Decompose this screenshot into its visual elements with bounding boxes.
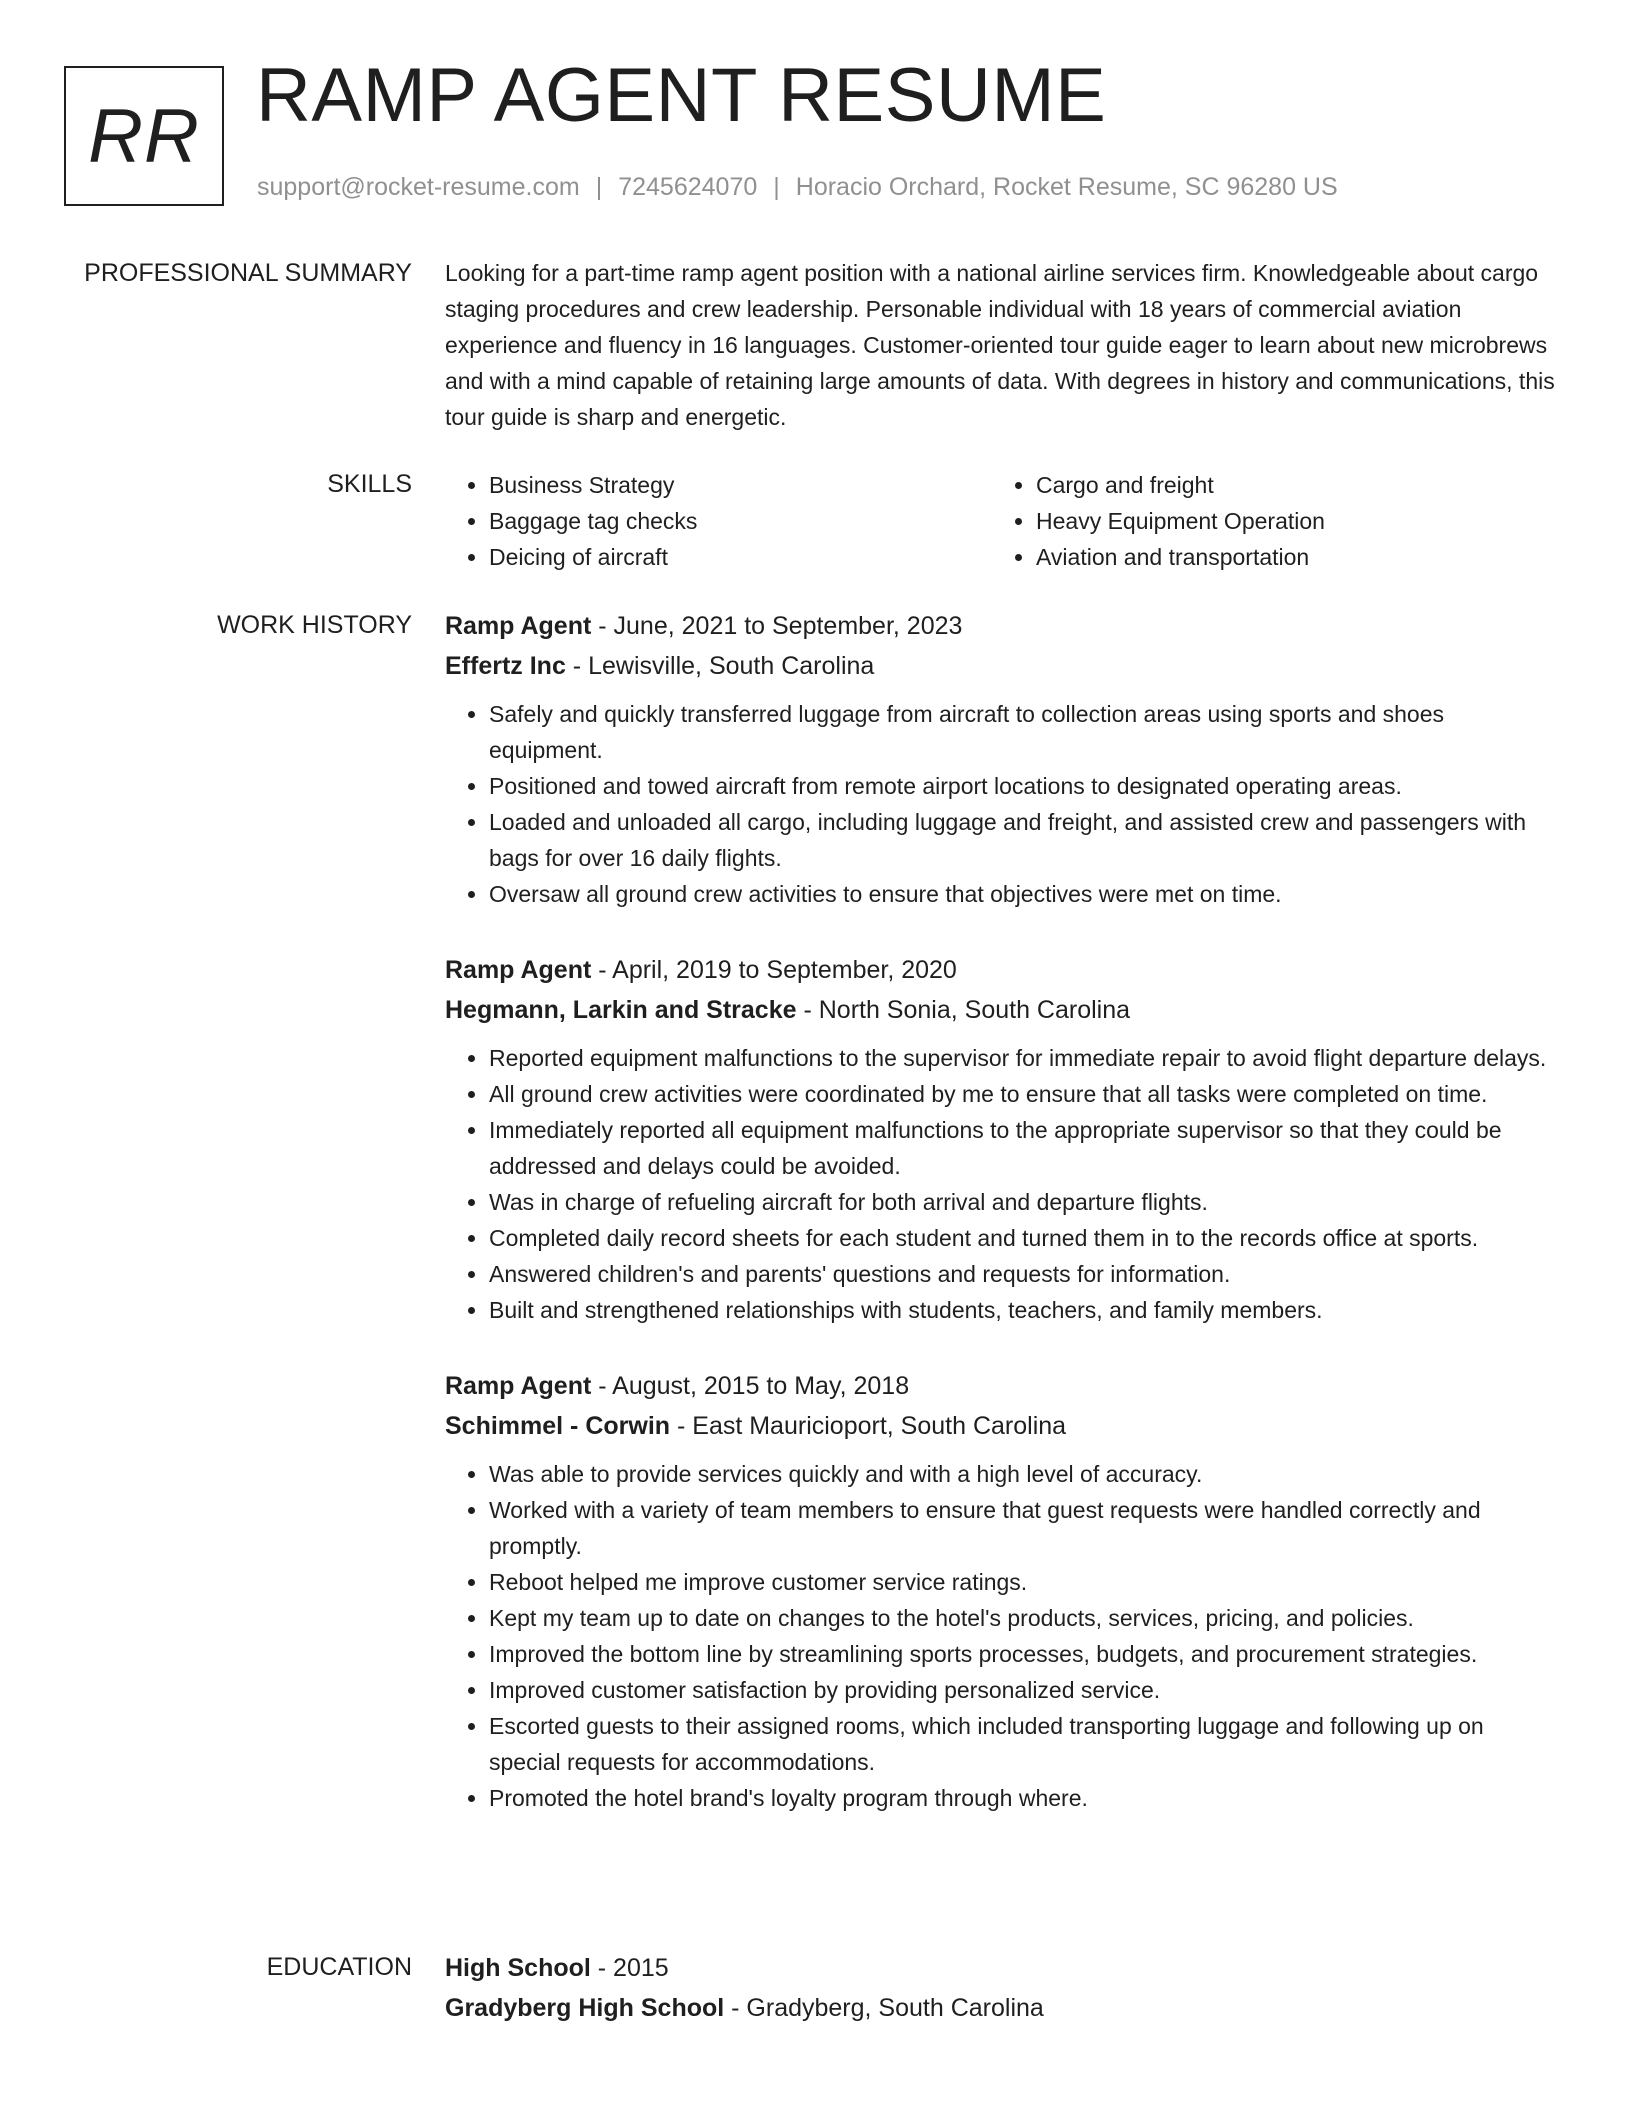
job-company: Hegmann, Larkin and Stracke <box>445 996 797 1024</box>
skill-item: • Aviation and transportation <box>1036 539 1539 575</box>
job-bullet: • All ground crew activities were coordinated by me to ensure that all tasks were completed on time. <box>489 1076 1560 1112</box>
job-bullet: • Kept my team up to date on changes to the hotel's products, services, pricing, and policies. <box>489 1600 1560 1636</box>
job-bullet: • Was able to provide services quickly and with a high level of accuracy. <box>489 1456 1560 1492</box>
job-bullet: • Oversaw all ground crew activities to ensure that objectives were met on time. <box>489 876 1560 912</box>
skill-item: • Deicing of aircraft <box>489 539 992 575</box>
skill-item: • Cargo and freight <box>1036 467 1539 503</box>
skills-list-right <box>992 467 1539 575</box>
job-entry <box>445 606 1560 912</box>
skill-item: • Heavy Equipment Operation <box>1036 503 1539 539</box>
contact-address: Horacio Orchard, Rocket Resume, SC 96280 US <box>795 173 1338 201</box>
resume-title: RAMP AGENT RESUME <box>256 53 1107 138</box>
summary-text: Looking for a part-time ramp agent position with a national airline services firm. Knowledgeable about cargo staging procedures and crew leadership. Personable individual with 18 years of commercial aviation experience and fluency in 16 languages. Customer-oriented tour guide eager to learn about new microbrews and with a mind capable of retaining large amounts of data. With degrees in history and communications, this tour guide is sharp and energetic. <box>445 260 1555 430</box>
job-dates: - June, 2021 to September, 2023 <box>591 612 963 640</box>
job-bullet: • Was in charge of refueling aircraft for both arrival and departure flights. <box>489 1184 1560 1220</box>
summary-body <box>445 255 1560 435</box>
job-bullet: • Improved the bottom line by streamlining sports processes, budgets, and procurement strategies. <box>489 1636 1560 1672</box>
job-bullet: • Loaded and unloaded all cargo, including luggage and freight, and assisted crew and passengers with bags for over 16 daily flights. <box>489 804 1560 876</box>
job-bullet: • Completed daily record sheets for each student and turned them in to the records office at sports. <box>489 1220 1560 1256</box>
job-bullet: • Improved customer satisfaction by providing personalized service. <box>489 1672 1560 1708</box>
job-title: Ramp Agent <box>445 1372 592 1400</box>
job-title-line <box>445 1366 1560 1406</box>
job-company-line <box>445 1406 1560 1446</box>
job-company: Effertz Inc <box>445 652 566 680</box>
contact-separator: | <box>773 173 780 201</box>
job-bullets <box>445 696 1560 912</box>
contact-email[interactable]: support@rocket-resume.com <box>257 173 580 201</box>
skill-item: • Business Strategy <box>489 467 992 503</box>
job-dates: - August, 2015 to May, 2018 <box>591 1372 910 1400</box>
contact-phone[interactable]: 7245624070 <box>618 173 758 201</box>
work-history-heading: WORK HISTORY <box>217 611 412 639</box>
contact-separator: | <box>595 173 603 201</box>
job-entry <box>445 950 1560 1328</box>
contact-line <box>257 173 1338 202</box>
job-title-line <box>445 950 1560 990</box>
education-school: Gradyberg High School <box>445 1994 725 2022</box>
job-title: Ramp Agent <box>445 612 592 640</box>
job-bullet: • Escorted guests to their assigned rooms, which included transporting luggage and following up on special requests for accommodations. <box>489 1708 1560 1780</box>
job-bullet: • Promoted the hotel brand's loyalty program through where. <box>489 1780 1560 1816</box>
summary-heading: PROFESSIONAL SUMMARY <box>84 259 412 287</box>
job-dates: - April, 2019 to September, 2020 <box>591 956 957 984</box>
monogram-logo: RR <box>64 66 224 206</box>
education-degree: High School <box>445 1954 591 1982</box>
job-location: - Lewisville, South Carolina <box>565 652 875 680</box>
job-bullet: • Immediately reported all equipment malfunctions to the appropriate supervisor so that they could be addressed and delays could be avoided. <box>489 1112 1560 1184</box>
job-bullet: • Reported equipment malfunctions to the supervisor for immediate repair to avoid flight departure delays. <box>489 1040 1560 1076</box>
education-school-line <box>445 1988 1560 2028</box>
skill-item: • Baggage tag checks <box>489 503 992 539</box>
job-entry <box>445 1366 1560 1816</box>
education-degree-line <box>445 1948 1560 1988</box>
job-company-line <box>445 646 1560 686</box>
work-history-body <box>445 606 1560 1854</box>
education-location: - Gradyberg, South Carolina <box>724 1994 1044 2022</box>
job-title-line <box>445 606 1560 646</box>
job-bullets <box>445 1456 1560 1816</box>
job-company: Schimmel - Corwin <box>445 1412 671 1440</box>
job-bullet: • Worked with a variety of team members to ensure that guest requests were handled correctly and promptly. <box>489 1492 1560 1564</box>
job-company-line <box>445 990 1560 1030</box>
education-year: - 2015 <box>590 1954 669 1982</box>
education-body <box>445 1948 1560 2028</box>
job-bullet: • Positioned and towed aircraft from remote airport locations to designated operating areas. <box>489 768 1560 804</box>
job-location: - North Sonia, South Carolina <box>796 996 1131 1024</box>
skills-list-left <box>445 467 992 575</box>
job-bullet: • Safely and quickly transferred luggage from aircraft to collection areas using sports and shoes equipment. <box>489 696 1560 768</box>
skills-heading: SKILLS <box>327 470 412 498</box>
job-bullet: • Answered children's and parents' questions and requests for information. <box>489 1256 1560 1292</box>
skills-body <box>445 467 1560 575</box>
education-heading: EDUCATION <box>266 1953 412 1981</box>
job-bullet: • Reboot helped me improve customer service ratings. <box>489 1564 1560 1600</box>
job-location: - East Mauricioport, South Carolina <box>670 1412 1067 1440</box>
job-title: Ramp Agent <box>445 956 592 984</box>
job-bullet: • Built and strengthened relationships with students, teachers, and family members. <box>489 1292 1560 1328</box>
job-bullets <box>445 1040 1560 1328</box>
